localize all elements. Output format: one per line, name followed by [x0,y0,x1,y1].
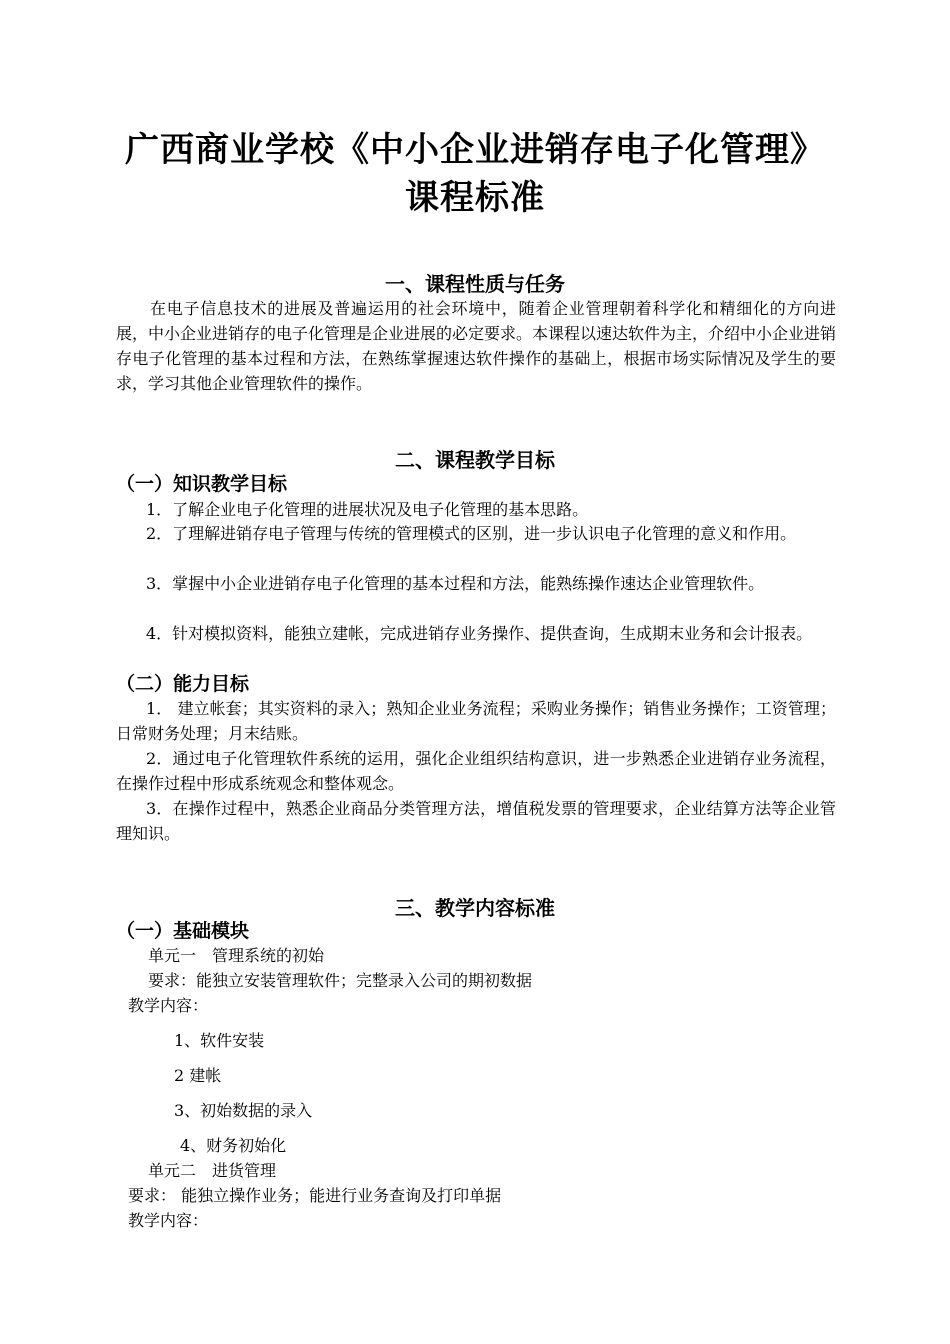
document-title-line1: 广西商业学校《中小企业进销存电子化管理》 [125,130,825,170]
knowledge-goals-heading: （一）知识教学目标 [116,473,288,495]
ability-goal-1: 1． 建立帐套；其实资料的录入；熟知企业业务流程；采购业务操作；销售业务操作；工资管理；日常财务处理；月末结账。 [116,699,836,743]
knowledge-goal-4: 4．针对模拟资料，能独立建帐，完成进销存业务操作、提供查询，生成期末业务和会计报表。 [146,624,813,643]
unit2-content-label: 教学内容： [128,1211,209,1230]
knowledge-goal-3: 3．掌握中小企业进销存电子化管理的基本过程和方法，能熟练操作速达企业管理软件。 [146,574,765,593]
basic-module-heading: （一）基础模块 [116,920,250,942]
section1-heading: 一、课程性质与任务 [385,272,565,296]
section1-paragraph: 在电子信息技术的进展及普遍运用的社会环境中，随着企业管理朝着科学化和精细化的方向进展，中小企业进销存的电子化管理是企业进展的必定要求。本课程以速达软件为主，介绍中小企业进销存电子化管理的基本过程和方法，在熟练掌握速达软件操作的基础上，根据市场实际情况及学生的要求，学习其他企业管理软件的操作。 [116,299,837,393]
unit1-content-label: 教学内容： [128,996,209,1015]
unit1-content-item: 4、财务初始化 [180,1136,287,1155]
document-title-line2: 课程标准 [405,178,545,218]
unit2-title: 单元二 进货管理 [148,1161,277,1180]
knowledge-goal-2: 2．了理解进销存电子管理与传统的管理模式的区别，进一步认识电子化管理的意义和作用。 [146,524,797,543]
unit2-requirement: 要求： 能独立操作业务；能进行业务查询及打印单据 [128,1186,502,1205]
section3-heading: 三、教学内容标准 [395,896,555,920]
ability-goal-3: 3．在操作过程中，熟悉企业商品分类管理方法，增值税发票的管理要求，企业结算方法等企业管理知识。 [116,799,836,843]
unit1-content-item: 1、软件安装 [174,1031,265,1050]
section2-heading: 二、课程教学目标 [395,448,555,472]
knowledge-goal-1: 1．了解企业电子化管理的进展状况及电子化管理的基本思路。 [146,500,589,519]
unit1-content-item: 3、初始数据的录入 [174,1101,313,1120]
unit1-content-item: 2 建帐 [174,1066,222,1085]
unit1-requirement: 要求：能独立安装管理软件；完整录入公司的期初数据 [148,971,533,990]
unit1-title: 单元一 管理系统的初始 [148,946,325,965]
ability-goals-heading: （二）能力目标 [116,673,250,695]
ability-goal-2: 2．通过电子化管理软件系统的运用，强化企业组织结构意识，进一步熟悉企业进销存业务流程，在操作过程中形成系统观念和整体观念。 [116,749,836,793]
